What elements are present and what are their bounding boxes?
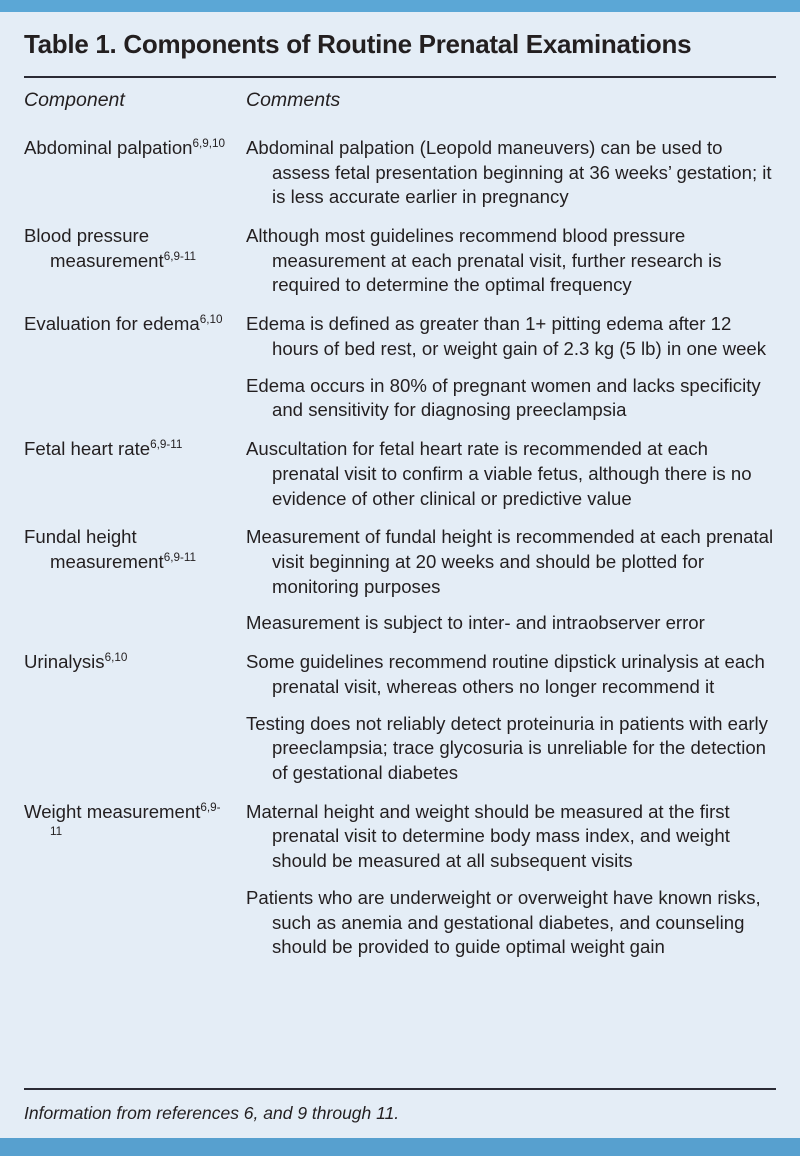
header-row <box>24 78 776 122</box>
table-row <box>24 636 776 786</box>
component-cell <box>24 636 246 786</box>
reference-superscript: 6,9,10 <box>192 136 226 150</box>
comments-cell <box>246 423 776 511</box>
table-row <box>24 210 776 298</box>
comment-paragraph: Abdominal palpation (Leopold maneuvers) can be used to assess fetal presentation beginning at 36 weeks’ gestation; it is less accurate earlier in pregnancy <box>246 136 772 208</box>
prenatal-examination-table <box>24 78 776 960</box>
reference-superscript: 6,9-11 <box>150 437 183 451</box>
comment-paragraph: Patients who are underweight or overweight have known risks, such as anemia and gestational diabetes, and counseling should be provided to guide optimal weight gain <box>246 886 761 958</box>
component-cell <box>24 423 246 511</box>
comments-cell <box>246 511 776 636</box>
column-header-comments: Comments <box>246 88 341 111</box>
component-cell <box>24 122 246 210</box>
comments-cell <box>246 636 776 786</box>
table-header <box>24 78 776 122</box>
comment-paragraph: Auscultation for fetal heart rate is recommended at each prenatal visit to confirm a viable fetus, although there is no evidence of other clinical or predictive value <box>246 438 752 509</box>
component-label: Fetal heart rate$^{6,9-11}$ <box>24 437 183 460</box>
component-label: Evaluation for edema$^{6,10}$ <box>24 313 223 335</box>
comments-cell <box>246 298 776 423</box>
comments-cell <box>246 210 776 298</box>
column-header-component: Component <box>24 88 125 111</box>
reference-superscript: 6,9-11 <box>50 800 221 839</box>
table-row <box>24 786 776 960</box>
component-label: Weight measurement$^{6,9-11}$ <box>24 800 221 839</box>
comment-paragraph: Maternal height and weight should be measured at the first prenatal visit to determine body mass index, and weight should be measured at all subsequent visits <box>246 800 730 872</box>
bottom-accent-bar <box>0 1138 800 1156</box>
comments-cell <box>246 786 776 960</box>
reference-superscript: 6,9-11 <box>163 550 197 564</box>
component-cell <box>24 298 246 423</box>
table-row <box>24 298 776 423</box>
component-cell <box>24 786 246 960</box>
table-body <box>0 12 800 1138</box>
table-title: Table 1. Components of Routine Prenatal Examinations <box>24 29 692 59</box>
table-body-rows <box>24 122 776 960</box>
layout-spacer <box>24 960 776 1080</box>
table-row <box>24 122 776 210</box>
table-row <box>24 511 776 636</box>
table-footnote: Information from references 6, and 9 through 11. <box>24 1103 400 1123</box>
comment-paragraph: Edema is defined as greater than 1+ pitting edema after 12 hours of bed rest, or weight gain of 2.3 kg (5 lb) in one week <box>246 313 767 359</box>
component-cell <box>24 511 246 636</box>
comment-paragraph: Some guidelines recommend routine dipstick urinalysis at each prenatal visit, whereas others no longer recommend it <box>246 651 765 697</box>
top-accent-bar <box>0 0 800 12</box>
comment-paragraph: Measurement is subject to inter- and intraobserver error <box>246 612 705 634</box>
reference-superscript: 6,9-11 <box>163 249 197 263</box>
footer-spacer <box>24 1124 776 1138</box>
component-cell <box>24 210 246 298</box>
comment-paragraph: Measurement of fundal height is recommended at each prenatal visit beginning at 20 weeks and should be plotted for monitoring purposes <box>246 526 774 597</box>
comment-paragraph: Although most guidelines recommend blood pressure measurement at each prenatal visit, further research is required to determine the optimal frequency <box>246 225 722 296</box>
component-label: Abdominal palpation$^{6,9,10}$ <box>24 136 226 158</box>
component-label: Blood pressure measurement$^{6,9-11}$ <box>24 225 197 271</box>
reference-superscript: 6,10 <box>104 650 128 664</box>
component-label: Fundal height measurement$^{6,9-11}$ <box>24 526 197 572</box>
comment-paragraph: Edema occurs in 80% of pregnant women and lacks specificity and sensitivity for diagnosing preeclampsia <box>246 374 761 421</box>
reference-superscript: 6,10 <box>199 313 223 327</box>
component-label: Urinalysis$^{6,10}$ <box>24 650 128 673</box>
comment-paragraph: Testing does not reliably detect proteinuria in patients with early preeclampsia; trace glycosuria is unreliable for the detection of gestational diabetes <box>246 712 768 783</box>
table-row <box>24 423 776 511</box>
comments-cell <box>246 122 776 210</box>
